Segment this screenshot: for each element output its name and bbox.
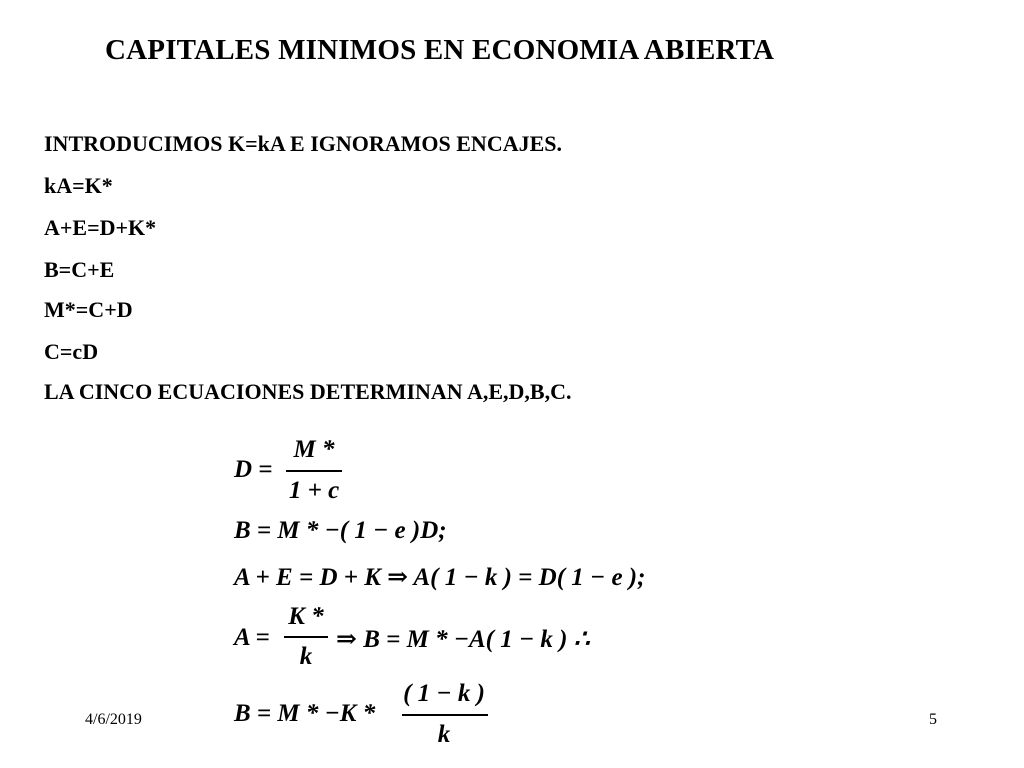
equation-final-numerator: ( 1 − k ) [403, 680, 485, 707]
equation-a-numerator: K * [288, 603, 324, 630]
equation-d-lhs: D = [234, 456, 273, 483]
fraction-bar [284, 636, 328, 638]
text-line-mc: M*=C+D [44, 297, 133, 322]
equation-d-numerator: M * [293, 436, 335, 463]
fraction-bar [286, 470, 342, 472]
footer-page-number: 5 [929, 711, 937, 728]
text-line-ae: A+E=D+K* [44, 215, 157, 240]
equation-b: B = M * −( 1 − e )D; [234, 517, 447, 544]
equation-a-rhs: ⇒ B = M * −A( 1 − k ) ∴ [336, 626, 590, 653]
text-line-intro: INTRODUCIMOS K=kA E IGNORAMOS ENCAJES. [44, 131, 562, 156]
equation-d-denominator: 1 + c [288, 477, 340, 504]
footer-date: 4/6/2019 [85, 711, 142, 728]
text-line-bc: B=C+E [44, 257, 115, 282]
equation-final-lhs: B = M * −K * [234, 700, 376, 727]
fraction-bar [402, 714, 488, 716]
text-line-ka: kA=K* [44, 173, 113, 198]
equation-a-lhs: A = [234, 624, 270, 651]
equation-final-denominator: k [437, 721, 451, 748]
text-line-conclusion: LA CINCO ECUACIONES DETERMINAN A,E,D,B,C. [44, 379, 572, 404]
text-line-ccd: C=cD [44, 339, 99, 364]
equation-balance: A + E = D + K ⇒ A( 1 − k ) = D( 1 − e ); [234, 564, 646, 591]
slide-title: CAPITALES MINIMOS EN ECONOMIA ABIERTA [105, 34, 775, 66]
equation-a-denominator: k [299, 643, 313, 670]
